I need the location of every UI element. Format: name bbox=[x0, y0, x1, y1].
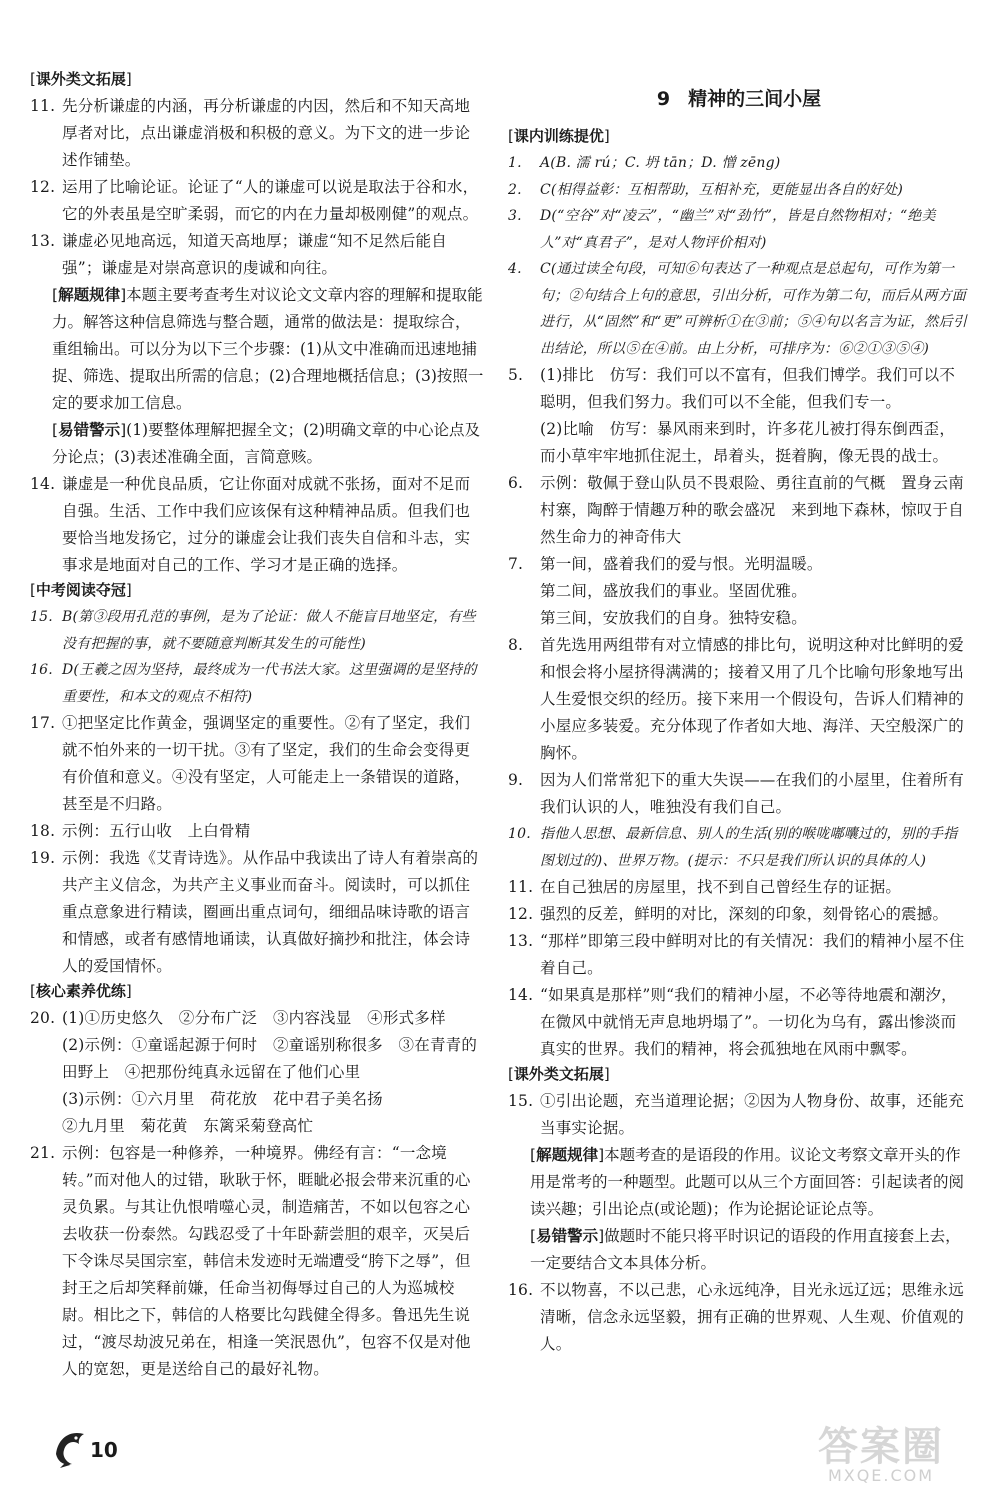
section-heading: [ 课外类文拓展 ] bbox=[508, 1063, 970, 1085]
tip-note: [ 易错警示 ] 做题时不能只将平时识记的语段的作用直接套上去，一定要结合文本具体分析。 bbox=[508, 1223, 970, 1277]
left-column bbox=[30, 68, 485, 1383]
answer-item: 9. 因为人们常常犯下的重大失误——在我们的小屋里，住着所有我们认识的人，唯独没有我们自己。 bbox=[508, 771, 964, 816]
answer-item: 20. (1)①历史悠久 ②分布广泛 ③内容浅显 ④形式多样 (2)示例：①童谣起源于何时 ②童谣别称很多 ③在青青的田野上 ④把那份纯真永远留在了他们心里 (3)示例：①六月里 荷花放 花中君子美名扬 ②九月里 菊花黄 东篱采菊登高忙 bbox=[30, 1005, 485, 1140]
answer-item: 19. 示例：我选《艾青诗选》。从作品中我读出了诗人有着崇高的共产主义信念，为共产主义事业而奋斗。阅读时，可以抓住重点意象进行精读，圈画出重点词句，细细品味诗歌的语言和情感，或者有感情地诵读，认真做好摘抄和批注，体会诗人的爱国情怀。 bbox=[30, 849, 479, 975]
answer-item: 16. D(王羲之因为坚持，最终成为一代书法大家。这里强调的是坚持的重要性，和本文的观点不相符) bbox=[30, 662, 477, 705]
answer-item: 2. C(相得益彰：互相帮助，互相补充，更能显出各自的好处) bbox=[508, 181, 904, 198]
answer-item: 11. 先分析谦虚的内涵，再分析谦虚的内因，然后和不知天高地厚者对比，点出谦虚消极和积极的意义。为下文的进一步论述作铺垫。 bbox=[30, 97, 471, 169]
section-heading: [ 核心素养优练 ] bbox=[30, 980, 485, 1002]
answer-line: 第一间，盛着我们的爱与恨。光明温暖。 bbox=[540, 555, 823, 573]
watermark-logo: 答案圈 bbox=[818, 1424, 944, 1470]
answer-item: 14. “如果真是那样”则“我们的精神小屋，不必等待地震和潮汐，在微风中就悄无声息地坍塌了”。一切化为乌有，露出惨淡而真实的世界。我们的精神，将会孤独地在风雨中飘零。 bbox=[508, 986, 957, 1058]
dolphin-logo-icon bbox=[52, 1424, 92, 1472]
answer-item: 6. 示例：敬佩于登山队员不畏艰险、勇往直前的气概 置身云南村寨，陶醉于情趣万种的歌会盛况 来到地下森林，惊叹于自然生命力的神奇伟大 bbox=[508, 474, 964, 546]
answer-line: ②九月里 菊花黄 东篱采菊登高忙 bbox=[62, 1117, 314, 1135]
page-number: 10 bbox=[90, 1438, 118, 1462]
answer-item: 11. 在自己独居的房屋里，找不到自己曾经生存的证据。 bbox=[508, 878, 902, 896]
answer-item: 1. A(B. 濡 rú；C. 坍 tān；D. 憎 zēng) bbox=[508, 155, 781, 171]
answer-item: 10. 指他人思想、最新信息、别人的生活(别的喉咙嘟囔过的，别的手指图划过的)、世界万物。(提示：不只是我们所认识的具体的人) bbox=[508, 826, 958, 869]
answer-item: 12. 强烈的反差，鲜明的对比，深刻的印象，刻骨铭心的震撼。 bbox=[508, 905, 949, 923]
answer-item: 13. “那样”即第三段中鲜明对比的有关情况：我们的精神小屋不住着自己。 bbox=[508, 932, 965, 977]
answer-line: (2)比喻 仿写：暴风雨来到时，许多花儿被打得东倒西歪，而小草牢牢地抓住泥土，昂着头，挺着胸，像无畏的战士。 bbox=[540, 420, 956, 465]
answer-item: 15. ①引出论题，充当道理论据；②因为人物身份、故事，还能充当事实论据。 bbox=[508, 1092, 964, 1137]
answer-item: 7. 第一间，盛着我们的爱与恨。光明温暖。 第二间，盛放我们的事业。坚固优雅。 第三间，安放我们的自身。独特安稳。 bbox=[508, 551, 970, 632]
section-heading: [ 课外类文拓展 ] bbox=[30, 68, 485, 90]
answer-item: 13. 谦虚必见地高远，知道天高地厚；谦虚“知不足然后能自强”；谦虚是对崇高意识的虔诚和向往。 bbox=[30, 232, 447, 277]
tip-note: [ 易错警示 ] (1)要整体理解把握全文；(2)明确文章的中心论点及分论点；(3)表述准确全面，言简意赅。 bbox=[30, 417, 485, 471]
answer-line: (1)①历史悠久 ②分布广泛 ③内容浅显 ④形式多样 bbox=[62, 1009, 446, 1027]
watermark-url: MXQE.COM bbox=[827, 1466, 935, 1485]
answer-line: (3)示例：①六月里 荷花放 花中君子美名扬 bbox=[62, 1090, 383, 1108]
answer-item: 4. C(通过读全句段，可知⑥句表达了一种观点是总起句，可作为第一句；②句结合上句的意思，引出分析，可作为第二句，而后从两方面进行，从“固然”和“更”可辨析①在③前；⑤④句以名言为证，然后引出结论，所以⑤在④前。由上分析，可排序为：⑥②①③⑤④) bbox=[508, 261, 968, 357]
watermark bbox=[818, 1415, 944, 1485]
answer-line: 第三间，安放我们的自身。独特安稳。 bbox=[540, 609, 807, 627]
answer-item: 21. 示例：包容是一种修养，一种境界。佛经有言：“一念境转。”而对他人的过错，耿耿于怀，睚眦必报会带来沉重的心灵负累。与其让仇恨啃噬心灵，制造痛苦，不如以包容之心去收获一份泰然。勾践忍受了十年卧薪尝胆的艰辛，灭吴后下令诛尽吴国宗室，韩信未发迹时无端遭受“胯下之辱”，但封王之后却笑释前嫌，任命当初侮辱过自己的人为巡城校尉。相比之下，韩信的人格要比勾践健全得多。鲁迅先生说过，“渡尽劫波兄弟在，相逢一笑泯恩仇”，包容不仅是对他人的宽恕，更是送给自己的最好礼物。 bbox=[30, 1144, 471, 1378]
chapter-title: 9 精神的三间小屋 bbox=[656, 88, 822, 110]
answer-line: (1)排比 仿写：我们可以不富有，但我们博学。我们可以不聪明，但我们努力。我们可以不全能，但我们专一。 bbox=[540, 366, 956, 411]
answer-item: 15. B(第③段用孔范的事例，是为了论证：做人不能盲目地坚定，有些没有把握的事，就不要随意判断其发生的可能性) bbox=[30, 609, 476, 652]
answer-item: 16. 不以物喜，不以己悲，心永远纯净，目光永远辽远；思维永远清晰，信念永远坚毅，拥有正确的世界观、人生观、价值观的人。 bbox=[508, 1281, 964, 1353]
answer-item: 12. 运用了比喻论证。论证了“人的谦虚可以说是取法于谷和水，它的外表虽是空旷柔弱，而它的内在力量却极刚健”的观点。 bbox=[30, 178, 479, 223]
answer-item: 5. (1)排比 仿写：我们可以不富有，但我们博学。我们可以不聪明，但我们努力。我们可以不全能，但我们专一。 (2)比喻 仿写：暴风雨来到时，许多花儿被打得东倒西歪，而小草牢牢地抓住泥土，昂着头，挺着胸，像无畏的战士。 bbox=[508, 362, 970, 470]
answer-item: 18. 示例：五行山收 上白骨精 bbox=[30, 822, 251, 840]
tip-note: [ 解题规律 ] 本题主要考查考生对议论文文章内容的理解和提取能力。解答这种信息筛选与整合题，通常的做法是：提取综合，重组输出。可以分为以下三个步骤：(1)从文中准确而迅速地捕捉、筛选、提取出所需的信息；(2)合理地概括信息；(3)按照一定的要求加工信息。 bbox=[30, 282, 485, 417]
answer-item: 8. 首先选用两组带有对立情感的排比句，说明这种对比鲜明的爱和恨会将小屋挤得满满的；接着又用了几个比喻句形象地写出人生爱恨交织的经历。接下来用一个假设句，告诉人们精神的小屋应多装爱。充分体现了作者如大地、海洋、天空般深广的胸怀。 bbox=[508, 636, 964, 762]
answer-line: (2)示例：①童谣起源于何时 ②童谣别称很多 ③在青青的田野上 ④把那份纯真永远留在了他们心里 bbox=[62, 1036, 478, 1081]
section-heading: [ 中考阅读夺冠 ] bbox=[30, 579, 485, 601]
answer-item: 17. ①把坚定比作黄金，强调坚定的重要性。②有了坚定，我们就不怕外来的一切干扰。③有了坚定，我们的生命会变得更有价值和意义。④没有坚定，人可能走上一条错误的道路，甚至是不归路。 bbox=[30, 714, 471, 813]
right-column bbox=[508, 68, 970, 1358]
answer-item: 3. D(“空谷”对“凌云”，“幽兰”对“劲竹”，皆是自然物相对；“绝美人”对“真君子”，是对人物评价相对) bbox=[508, 208, 936, 251]
answer-item: 14. 谦虚是一种优良品质，它让你面对成就不张扬，面对不足而自强。生活、工作中我们应该保有这种精神品质。但我们也要恰当地发扬它，过分的谦虚会让我们丧失自信和斗志，实事求是地面对自己的工作、学习才是正确的选择。 bbox=[30, 475, 471, 574]
answer-line: 第二间，盛放我们的事业。坚固优雅。 bbox=[540, 582, 807, 600]
section-heading: [ 课内训练提优 ] bbox=[508, 125, 970, 147]
tip-note: [ 解题规律 ] 本题考查的是语段的作用。议论文考察文章开头的作用是常考的一种题型。此题可以从三个方面回答：引起读者的阅读兴趣；引出论点(或论题)；作为论据论证论点等。 bbox=[508, 1142, 970, 1223]
